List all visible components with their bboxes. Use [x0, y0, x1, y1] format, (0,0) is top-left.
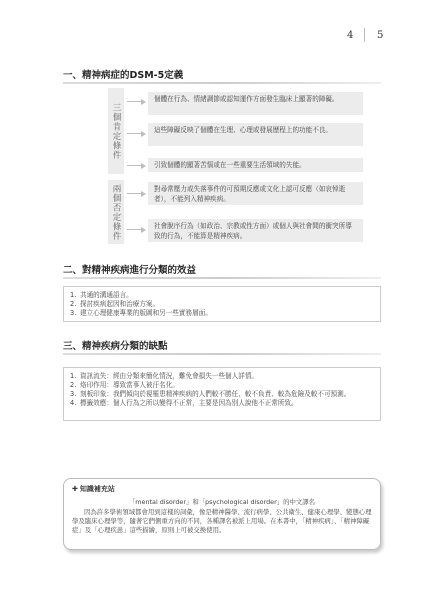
list-item: 1. 資訊流失：經由分類來簡化情況，難免會損失一些個人詳情。 — [70, 372, 259, 380]
arrow-icon — [127, 193, 145, 194]
section-2-title: 二、對精神疾病進行分類的效益 — [63, 262, 196, 276]
section-1-title: 一、精神病症的DSM-5定義 — [63, 67, 183, 81]
list-item: 2. 探討疾病起因和治療方案。 — [70, 300, 160, 308]
arrow-icon — [127, 101, 145, 102]
list-item: 3. 刻板印象：我們傾向於視罹患精神疾病的人們較不勝任、較不負責、較為危險及較不可預測。 — [70, 390, 351, 398]
knowledge-supplement-box — [63, 478, 381, 550]
page-number-right: 5 — [377, 30, 384, 41]
list-item: 4. 標籤效應：個人行為之所以變得不正常，主要是因為別人說他不正常所致。 — [70, 399, 298, 407]
note-subtitle: 「mental disorder」和「psychological disorder」的中文譯名 — [128, 498, 316, 506]
drawbacks-list — [63, 367, 381, 421]
plus-icon: ✚ — [72, 485, 78, 493]
page-number-left: 4 — [347, 30, 354, 41]
arrow-icon — [127, 165, 145, 166]
negative-criterion-1: 對尋常壓力或失落事件的可預期反應或文化上認可反應（如哀悼逝者），不能列入精神疾病。 — [148, 182, 363, 205]
note-body: 因為許多學術領域都會用到這樣的詞彙，像是精神醫學、流行病學、公共衛生、健康心理學、變態心理學及臨床心理學等，隨著它們側重方向的不同，各種譯名被派上用場。在本書中，「精神疾病」、「精神障礙症」及「心理疾患」這些描繪，原則上可被交換使用。 — [72, 508, 372, 534]
section-3-title: 三、精神疾病分類的缺點 — [63, 338, 168, 352]
affirmative-criterion-1: 個體在行為、情緒調節或認知運作方面發生臨床上顯著的障礙。 — [148, 92, 363, 115]
affirmative-criteria-label: 三個肯定條件 — [108, 88, 124, 174]
benefits-list — [63, 286, 381, 322]
list-item: 1. 共通的溝通語言。 — [70, 291, 133, 299]
list-item: 3. 建立心理健康專業的版圖和另一些實務層面。 — [70, 309, 212, 317]
arrow-icon — [127, 133, 145, 134]
arrow-icon — [127, 229, 145, 230]
list-item: 2. 烙印作用：導致當事人被汙名化。 — [70, 381, 179, 389]
affirmative-criterion-2: 這些障礙反映了個體在生理、心理或發展歷程上的功能不良。 — [148, 123, 363, 146]
negative-criterion-2: 社會脫序行為（如政治、宗教或性方面）或個人與社會間的衝突所導致的行為，不能算是精神疾病。 — [148, 219, 363, 242]
affirmative-criterion-3: 引致個體的顯著苦惱或在一些重要生活領域的失能。 — [148, 158, 363, 172]
page-number-divider — [364, 28, 365, 42]
note-title: ✚ 知識補充站 — [72, 485, 115, 493]
negative-criteria-label: 兩個否定條件 — [108, 180, 124, 244]
